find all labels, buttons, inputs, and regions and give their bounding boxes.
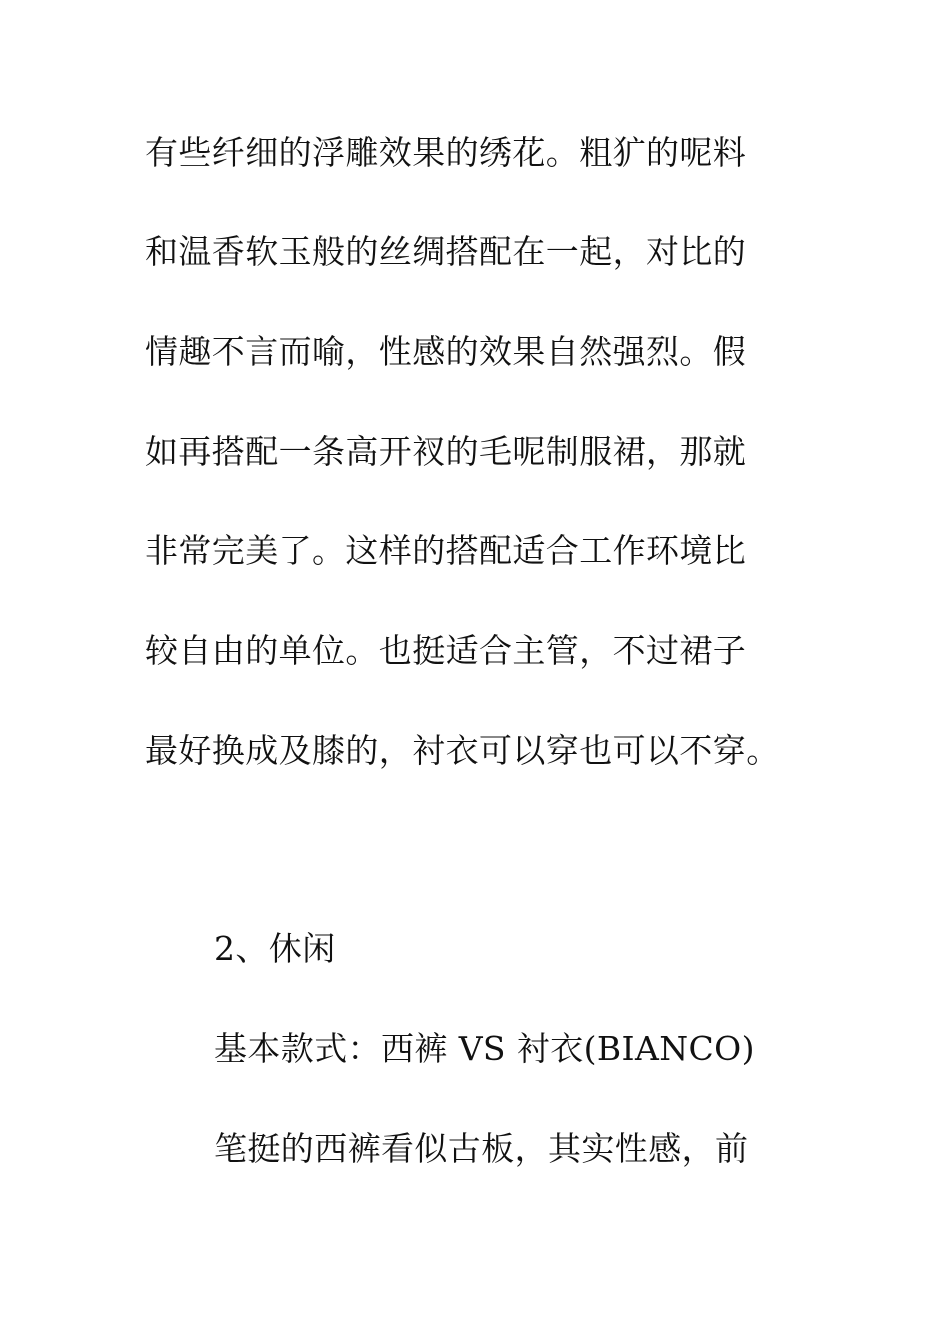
style-line: 基本款式：西裤 VS 衬衣(BIANCO) xyxy=(214,1029,755,1068)
paragraph-line: 有些纤细的浮雕效果的绣花。粗犷的呢料 xyxy=(145,133,747,172)
paragraph-line: 笔挺的西裤看似古板，其实性感，前 xyxy=(214,1129,749,1168)
paragraph-line: 非常完美了。这样的搭配适合工作环境比 xyxy=(145,531,747,570)
paragraph-line: 最好换成及膝的，衬衣可以穿也可以不穿。 xyxy=(145,731,780,770)
paragraph-line: 较自由的单位。也挺适合主管，不过裙子 xyxy=(145,631,747,670)
paragraph-line: 和温香软玉般的丝绸搭配在一起，对比的 xyxy=(145,232,747,271)
paragraph-line: 如再搭配一条高开衩的毛呢制服裙，那就 xyxy=(145,432,747,471)
paragraph-line: 情趣不言而喻，性感的效果自然强烈。假 xyxy=(145,332,747,371)
section-heading: 2、休闲 xyxy=(214,929,336,968)
